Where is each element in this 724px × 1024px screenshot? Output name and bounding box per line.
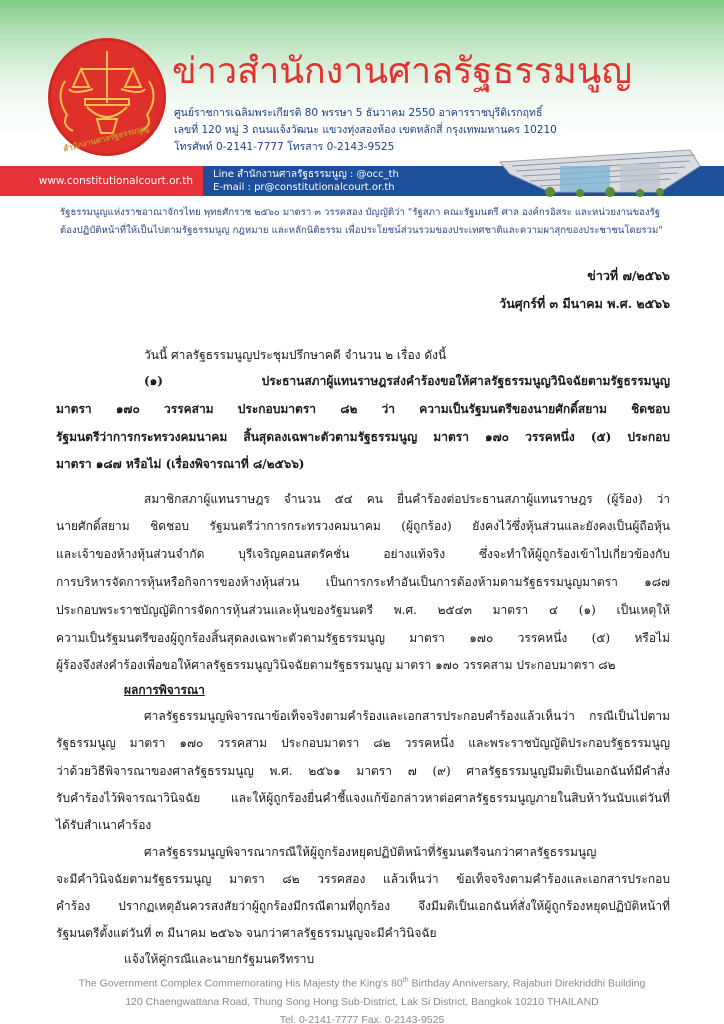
facts-line-5: ประกอบพระราชบัญญัติการจัดการหุ้นส่วนและหุ้นของรัฐมนตรี พ.ศ. ๒๕๔๓ มาตรา ๔ (๑) เป็นเหตุให้ — [56, 603, 670, 617]
emblem-caption: สำนักงานศาลรัฐธรรมนูญ — [62, 123, 150, 154]
case-title-line-3: รัฐมนตรีว่าการกระทรวงคมนาคม สิ้นสุดลงเฉพาะตัวตามรัฐธรรมนูญ มาตรา ๑๗๐ วรรคหนึ่ง (๕) ประกอบ — [56, 430, 670, 444]
footer-building-text: The Government Complex Commemorating His Majesty the King's 80 — [78, 977, 403, 990]
facts-line-4: การบริหารจัดการหุ้นหรือกิจการของห้างหุ้นส่วน เป็นการกระทำอันเป็นการต้องห้ามตามรัฐธรรมนูญมาตรา ๑๘๗ — [56, 575, 670, 589]
result2-line-3: คำร้อง ปรากฏเหตุอันควรสงสัยว่าผู้ถูกร้องมีกรณีตามที่ถูกร้อง จึงมีมติเป็นเอกฉันท์สั่งให้ผู้ถูกร้องหยุดปฏิบัติหน้าที่ — [56, 899, 670, 913]
facts-line-7: ผู้ร้องจึงส่งคำร้องเพื่อขอให้ศาลรัฐธรรมนูญวินิจฉัยตามรัฐธรรมนูญ มาตรา ๑๗๐ วรรคสาม ประกอบมาตรา ๘๒ — [56, 658, 616, 672]
letterhead-header — [0, 0, 724, 196]
case-title-line-4: มาตรา ๑๘๗ หรือไม่ (เรื่องพิจารณาที่ ๘/๒๕๖๖) — [56, 457, 305, 471]
case-title-line-2: มาตรา ๑๗๐ วรรคสาม ประกอบมาตรา ๘๒ ว่า ความเป็นรัฐมนตรีของนายศักดิ์สยาม ชิดชอบ — [56, 402, 670, 416]
building-illustration-icon — [490, 140, 710, 198]
footer-line-1 — [0, 972, 724, 993]
news-number: ข่าวที่ ๗/๒๕๖๖ — [587, 268, 670, 283]
constitution-quote — [60, 204, 700, 240]
phone-fax-line: โทรศัพท์ 0-2141-7777 โทรสาร 0-2143-9525 — [174, 141, 395, 153]
result1-line-4: รับคำร้องไว้พิจารณาวินิจฉัย และให้ผู้ถูกร้องยื่นคำชี้แจงแก้ข้อกล่าวหาต่อศาลรัฐธรรมนูญภายในสิบห้าวันนับแต่วันที่ — [56, 791, 670, 805]
result1-line-2: รัฐธรรมนูญ มาตรา ๑๗๐ วรรคสาม ประกอบมาตรา ๘๒ วรรคหนึ่ง และพระราชบัญญัติประกอบรัฐธรรมนูญ — [56, 736, 670, 750]
intro-paragraph: วันนี้ ศาลรัฐธรรมนูญประชุมปรึกษาคดี จำนวน ๒ เรื่อง ดังนี้ — [144, 348, 447, 362]
facts-line-1: สมาชิกสภาผู้แทนราษฎร จำนวน ๕๔ คน ยื่นคำร้องต่อประธานสภาผู้แทนราษฎร (ผู้ร้อง) ว่า — [144, 492, 670, 506]
result1-line-1: ศาลรัฐธรรมนูญพิจารณาข้อเท็จจริงตามคำร้องและเอกสารประกอบคำร้องแล้วเห็นว่า กรณีเป็นไปตาม — [144, 709, 670, 723]
footer-ordinal: th — [402, 977, 409, 984]
result2-line-4: รัฐมนตรีตั้งแต่วันที่ ๓ มีนาคม ๒๕๖๖ จนกว่าศาลรัฐธรรมนูญจะมีคำวินิจฉัย — [56, 926, 437, 940]
address-line-2: เลขที่ 120 หมู่ 3 ถนนแจ้งวัฒนะ แขวงทุ่งสองห้อง เขตหลักสี่ กรุงเทพมหานคร 10210 — [174, 124, 557, 136]
result1-line-5: ได้รับสำเนาคำร้อง — [56, 818, 152, 832]
case-title-line-1: (๑) ประธานสภาผู้แทนราษฎรส่งคำร้องขอให้ศาลรัฐธรรมนูญวินิจฉัยตามรัฐธรรมนูญ — [144, 374, 670, 388]
website-link[interactable]: www.constitutionalcourt.or.th — [38, 175, 193, 187]
office-news-title: ข่าวสำนักงานศาลรัฐธรรมนูญ — [172, 51, 633, 92]
letterhead-footer — [0, 972, 724, 1024]
result-heading: ผลการพิจารณา — [124, 683, 205, 697]
email-link[interactable]: E-mail : pr@constitutionalcourt.or.th — [213, 182, 395, 193]
facts-line-3: และเจ้าของห้างหุ้นส่วนจำกัด บุรีเจริญคอนสตรัคชั่น อย่างแท้จริง ซึ่งจะทำให้ผู้ถูกร้องเข้าไปเกี่ยวข้องกับ — [56, 547, 670, 561]
website-band — [0, 166, 203, 196]
facts-line-2: นายศักดิ์สยาม ชิดชอบ รัฐมนตรีว่าการกระทรวงคมนาคม (ผู้ถูกร้อง) ยังคงไว้ซึ่งหุ้นส่วนและยังคงเป็นผู้ถือหุ้น — [56, 519, 670, 533]
footer-line-3: Tel. 0-2141-7777 Fax. 0-2143-9525 — [279, 1013, 445, 1024]
result1-line-3: ว่าด้วยวิธีพิจารณาของศาลรัฐธรรมนูญ พ.ศ. ๒๕๖๑ มาตรา ๗ (๙) ศาลรัฐธรรมนูญมีมติเป็นเอกฉันท์มีคำสั่ง — [56, 764, 670, 778]
quote-line-2: ต้องปฏิบัติหน้าที่ให้เป็นไปตามรัฐธรรมนูญ กฎหมาย และหลักนิติธรรม เพื่อประโยชน์ส่วนรวมของประเทศชาติและความผาสุกของประชาชนโดยรวม" — [60, 225, 663, 236]
facts-line-6: ความเป็นรัฐมนตรีของผู้ถูกร้องสิ้นสุดลงเฉพาะตัวตามรัฐธรรมนูญ มาตรา ๑๗๐ วรรคหนึ่ง (๕) หรือไม่ — [56, 631, 670, 645]
result2-line-2: จะมีคำวินิจฉัยตามรัฐธรรมนูญ มาตรา ๘๒ วรรคสอง แล้วเห็นว่า ข้อเท็จจริงตามคำร้องและเอกสารประกอบ — [56, 872, 670, 886]
address-line-1: ศูนย์ราชการเฉลิมพระเกียรติ 80 พรรษา 5 ธันวาคม 2550 อาคารราชบุรีดิเรกฤทธิ์ — [174, 107, 543, 119]
news-date: วันศุกร์ที่ ๓ มีนาคม พ.ศ. ๒๕๖๖ — [499, 296, 670, 311]
notify-line: แจ้งให้คู่กรณีและนายกรัฐมนตรีทราบ — [124, 952, 315, 966]
result2-line-1: ศาลรัฐธรรมนูญพิจารณากรณีให้ผู้ถูกร้องหยุดปฏิบัติหน้าที่รัฐมนตรีจนกว่าศาลรัฐธรรมนูญ — [144, 845, 597, 859]
footer-building-text-2: Birthday Anniversary, Rajaburi Direkriddhi Building — [408, 977, 646, 990]
line-id: Line สำนักงานศาลรัฐธรรมนูญ : @occ_th — [213, 169, 399, 180]
quote-line-1: รัฐธรรมนูญแห่งราชอาณาจักรไทย พุทธศักราช ๒๕๖๐ มาตรา ๓ วรรคสอง บัญญัติว่า "รัฐสภา คณะรัฐมนตรี ศาล องค์กรอิสระ และหน่วยงานของรัฐ — [60, 207, 661, 218]
footer-line-2: 120 Chaengwattana Road, Thung Song Hong Sub-District, Lak Si District, Bangkok 10210 THAILAND — [125, 995, 599, 1008]
